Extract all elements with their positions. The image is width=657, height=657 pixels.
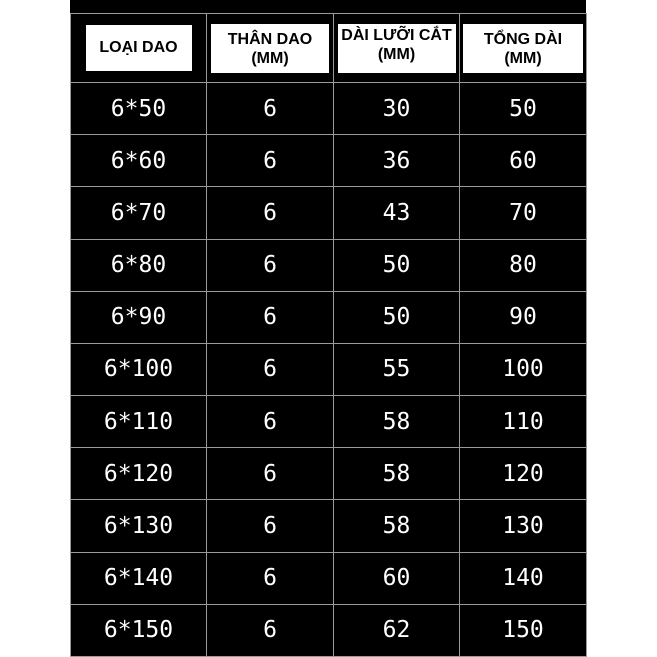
cell-shank-diameter: 6	[207, 448, 334, 500]
cell-blade-length: 43	[334, 187, 460, 239]
cell-total-length: 130	[460, 500, 587, 552]
header-cell-blade-length	[334, 14, 460, 83]
cell-shank-diameter: 6	[207, 552, 334, 604]
header-shank-unit: (MM)	[251, 49, 289, 67]
cell-knife-type: 6*100	[71, 343, 207, 395]
header-knife-type-label: LOẠI DAO	[99, 39, 178, 56]
cell-blade-length: 50	[334, 291, 460, 343]
header-total-length-label: TỔNG DÀI	[483, 30, 563, 48]
header-shank-label: THÂN DAO	[227, 30, 313, 48]
cell-shank-diameter: 6	[207, 239, 334, 291]
cell-knife-type: 6*130	[71, 500, 207, 552]
cell-knife-type: 6*60	[71, 135, 207, 187]
cell-shank-diameter: 6	[207, 135, 334, 187]
cell-total-length: 150	[460, 604, 587, 656]
cell-blade-length: 62	[334, 604, 460, 656]
knife-spec-table	[70, 13, 587, 657]
cell-blade-length: 55	[334, 343, 460, 395]
cell-knife-type: 6*110	[71, 396, 207, 448]
cell-shank-diameter: 6	[207, 83, 334, 135]
cell-total-length: 80	[460, 239, 587, 291]
cell-knife-type: 6*150	[71, 604, 207, 656]
cell-shank-diameter: 6	[207, 187, 334, 239]
header-cell-shank	[207, 14, 334, 83]
cell-shank-diameter: 6	[207, 500, 334, 552]
cell-total-length: 140	[460, 552, 587, 604]
cell-shank-diameter: 6	[207, 291, 334, 343]
cell-blade-length: 58	[334, 448, 460, 500]
cell-shank-diameter: 6	[207, 343, 334, 395]
table-row	[71, 604, 587, 656]
table-row	[71, 343, 587, 395]
cell-knife-type: 6*120	[71, 448, 207, 500]
cell-blade-length: 50	[334, 239, 460, 291]
cell-total-length: 70	[460, 187, 587, 239]
table-row	[71, 239, 587, 291]
table-row	[71, 500, 587, 552]
cell-blade-length: 58	[334, 500, 460, 552]
cell-knife-type: 6*80	[71, 239, 207, 291]
table-row	[71, 83, 587, 135]
cell-blade-length: 60	[334, 552, 460, 604]
header-row	[71, 14, 587, 83]
header-cell-total-length	[460, 14, 587, 83]
cell-knife-type: 6*140	[71, 552, 207, 604]
table-row	[71, 552, 587, 604]
cell-shank-diameter: 6	[207, 396, 334, 448]
cell-knife-type: 6*90	[71, 291, 207, 343]
header-cell-knife-type	[71, 14, 207, 83]
cell-knife-type: 6*50	[71, 83, 207, 135]
header-total-length-unit: (MM)	[504, 49, 542, 67]
header-blade-length-unit: (MM)	[377, 45, 416, 63]
spec-sheet	[70, 0, 586, 657]
table-row	[71, 396, 587, 448]
table-row	[71, 448, 587, 500]
cell-blade-length: 36	[334, 135, 460, 187]
table-row	[71, 187, 587, 239]
table-row	[71, 291, 587, 343]
cell-blade-length: 30	[334, 83, 460, 135]
header-blade-length-label: DÀI LƯỠI CẮT	[341, 26, 452, 44]
cell-total-length: 60	[460, 135, 587, 187]
table-row	[71, 135, 587, 187]
cell-total-length: 50	[460, 83, 587, 135]
cell-blade-length: 58	[334, 396, 460, 448]
cell-shank-diameter: 6	[207, 604, 334, 656]
cell-total-length: 90	[460, 291, 587, 343]
cell-total-length: 120	[460, 448, 587, 500]
cell-knife-type: 6*70	[71, 187, 207, 239]
cell-total-length: 110	[460, 396, 587, 448]
cell-total-length: 100	[460, 343, 587, 395]
